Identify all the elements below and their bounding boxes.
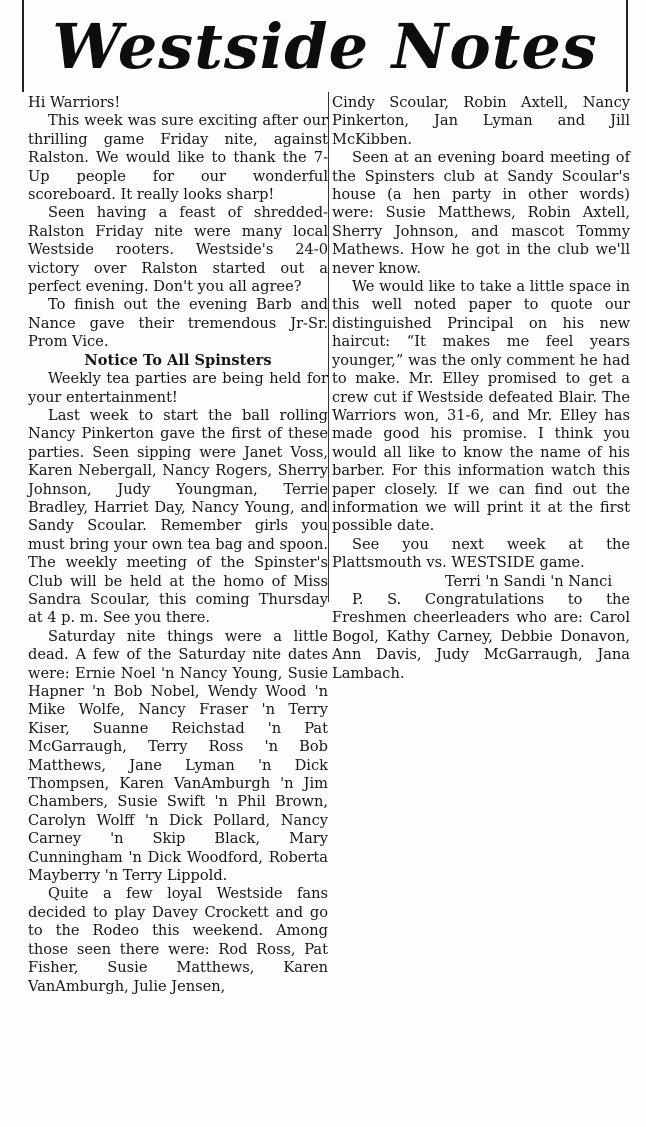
masthead-right-rule bbox=[626, 0, 628, 92]
right-column bbox=[332, 94, 630, 683]
paragraph-rodeo-continued: Cindy Scoular, Robin Axtell, Nancy Pinkerton, Jan Lyman and Jill McKibben. bbox=[332, 94, 630, 148]
paragraph-postscript: P. S. Congratulations to the Freshmen cheerleaders who are: Carol Bogol, Kathy Carney, Debbie Donavon, Ann Davis, Judy McGarraugh, Jana Lambach. bbox=[332, 590, 630, 682]
section-heading: Notice To All Spinsters bbox=[84, 351, 272, 369]
greeting: Hi Warriors! bbox=[28, 94, 121, 111]
paragraph-ralston-victory: Seen having a feast of shredded-Ralston Friday nite were many local Westside rooters. Westside's 24-0 victory over Ralston started out a perfect evening. Don't you all agree? bbox=[28, 204, 328, 296]
left-column bbox=[28, 94, 328, 996]
paragraph-scoreboard: This week was sure exciting after our thrilling game Friday nite, against Ralston. We would like to thank the 7-Up people for our wonderful scoreboard. It really looks sharp! bbox=[28, 112, 328, 204]
paragraph-prom-vice: To finish out the evening Barb and Nance gave their tremendous Jr-Sr. Prom Vice. bbox=[28, 296, 328, 351]
masthead-left-rule bbox=[22, 0, 24, 92]
column-divider bbox=[328, 92, 329, 602]
paragraph-tea-parties: Weekly tea parties are being held for your entertainment! bbox=[28, 370, 328, 406]
paragraph-board-meeting: Seen at an evening board meeting of the Spinsters club at Sandy Scoular's house (a hen party in other words) were: Susie Matthews, Robin Axtell, Sherry Johnson, and mascot Tommy Mathews. How he got in the club we'll never know. bbox=[332, 149, 630, 277]
paragraph-next-week: See you next week at the Plattsmouth vs. WESTSIDE game. bbox=[332, 535, 630, 572]
paragraph-principal-haircut: We would like to take a little space in this well noted paper to quote our distinguished Principal on his new haircut: “It makes me feel years younger,” was the only comment he had to make. Mr. Elley promised to get a crew cut if Westside defeated Blair. The Warriors won, 31-6, and Mr. Elley has made good his promise. I think you would all like to know the name of his barber. For this information watch this paper closely. If we can find out the information we will print it at the first possible date. bbox=[332, 278, 630, 535]
masthead-title: Westside Notes bbox=[52, 10, 598, 83]
signature: Terri 'n Sandi 'n Nanci bbox=[444, 572, 612, 590]
paragraph-rodeo: Quite a few loyal Westside fans decided to play Davey Crockett and go to the Rodeo this weekend. Among those seen there were: Rod Ross, Pat Fisher, Susie Matthews, Karen VanAmburgh, Julie Jensen, bbox=[28, 885, 328, 995]
paragraph-first-party: Last week to start the ball rolling Nancy Pinkerton gave the first of these parties. Seen sipping were Janet Voss, Karen Nebergall, Nancy Rogers, Sherry Johnson, Judy Youngman, Terrie Bradley, Harriet Day, Nancy Young, and Sandy Scoular. Remember girls you must bring your own tea bag and spoon. The weekly meeting of the Spinster's Club will be held at the homo of Miss Sandra Scoular, this coming Thursday at 4 p. m. See you there. bbox=[28, 406, 328, 627]
paragraph-saturday-dates: Saturday nite things were a little dead. A few of the Saturday nite dates were: Ernie Noel 'n Nancy Young, Susie Hapner 'n Bob Nobel, Wendy Wood 'n Mike Wolfe, Nancy Fraser 'n Terry Kiser, Suanne Reichstad 'n Pat McGarraugh, Terry Ross 'n Bob Matthews, Jane Lyman 'n Dick Thompsen, Karen VanAmburgh 'n Jim Chambers, Susie Swift 'n Phil Brown, Carolyn Wolff 'n Dick Pollard, Nancy Carney 'n Skip Black, Mary Cunningham 'n Dick Woodford, Roberta Mayberry 'n Terry Lippold. bbox=[28, 627, 328, 885]
